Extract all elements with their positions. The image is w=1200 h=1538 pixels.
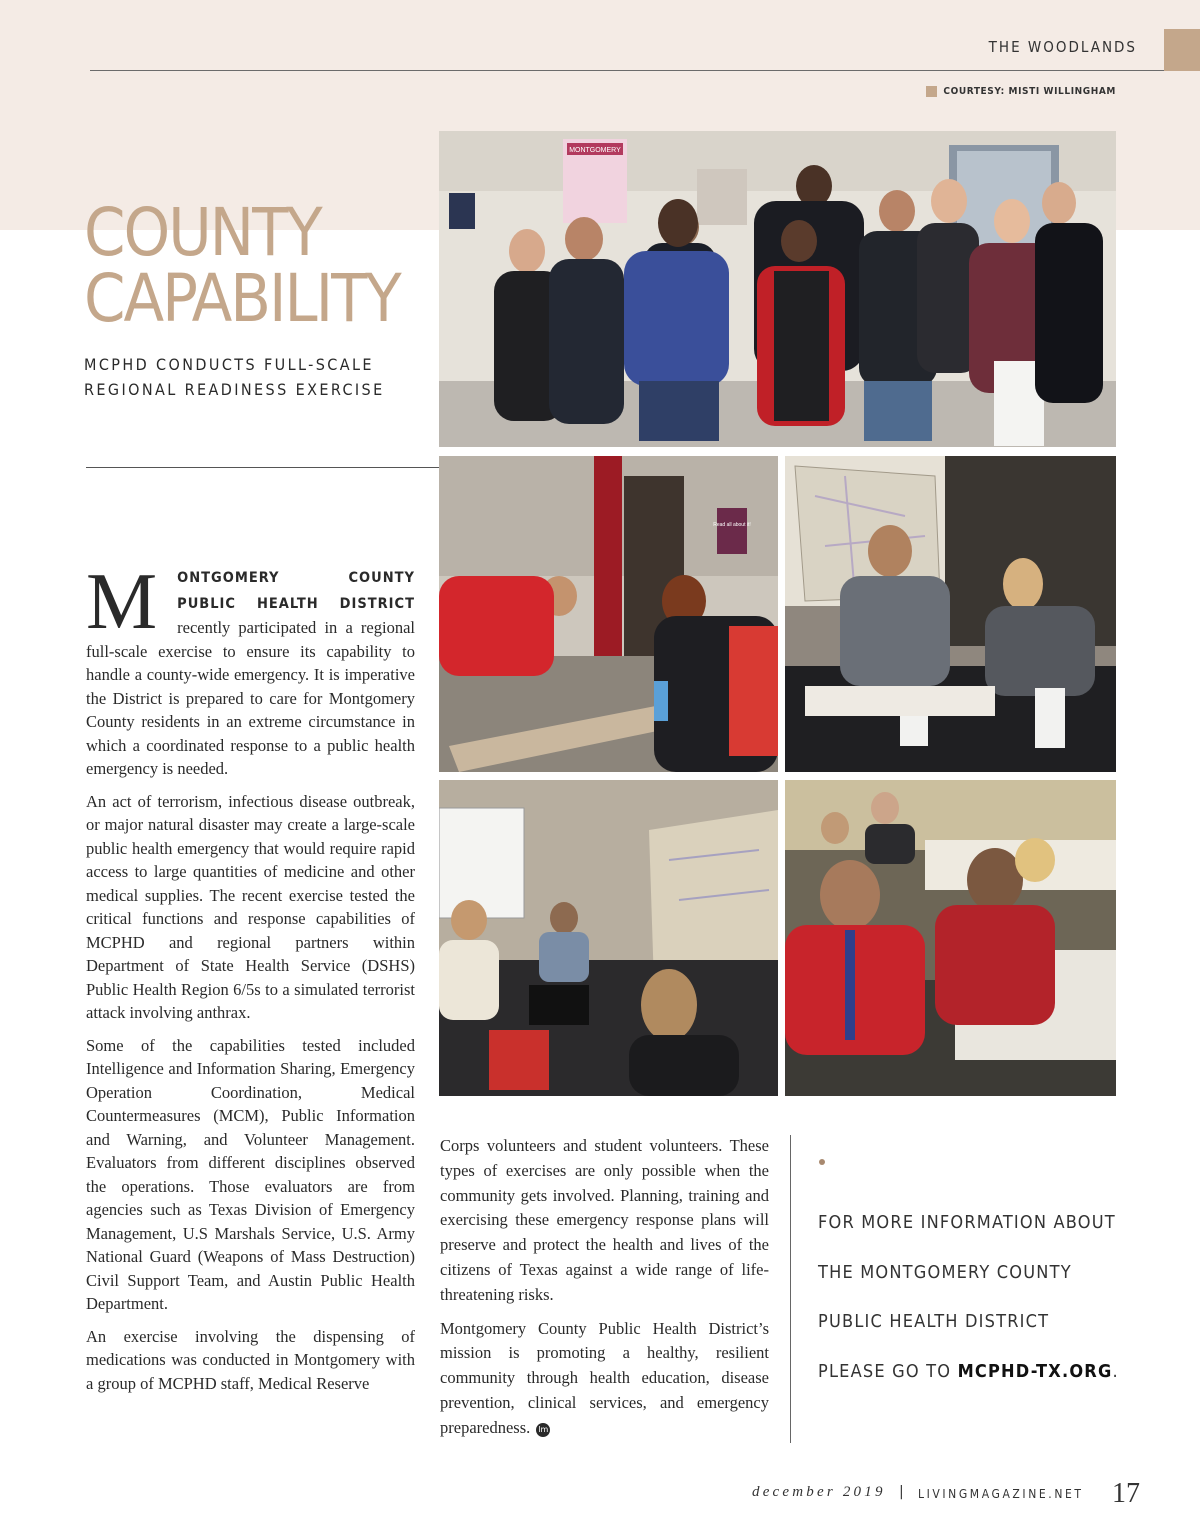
info-line-3: PUBLIC HEALTH DISTRICT	[818, 1311, 1050, 1332]
section-tab	[1164, 29, 1200, 71]
article-body-column-1	[86, 558, 415, 1404]
credit-square-icon	[926, 86, 937, 97]
magazine-website[interactable]: LIVINGMAGAZINE.NET	[918, 1487, 1084, 1501]
page-number: 17	[1112, 1478, 1140, 1509]
paragraph-2: An act of terrorism, infectious disease outbreak, or major natural disaster may create a large-scale public health emergency that would require rapid access to large quantities of medicine and other medical supplies. The recent exercise tested the critical functions and response capabilities of MCPHD and regional partners within Department of State Health Service (DSHS) Public Health Region 6/5s to a simulated terrorist attack involving anthrax.	[86, 791, 415, 1022]
info-line-2: THE MONTGOMERY COUNTY	[818, 1261, 1072, 1283]
issue-date: december 2019	[752, 1484, 886, 1500]
map-room-photo	[785, 456, 1116, 772]
paragraph-3: Some of the capabilities tested included Intelligence and Information Sharing, Emergency Operation Coordination, Medical Countermeasures (MCM), Public Information and Warning, and Volunteer Management. Evaluators from different disciplines observed the operations. Those evaluators are from agencies such as Texas Division of Emergency Management, U.S Marshals Service, U.S. Army National Guard (Weapons of Mass Destruction) Civil Support Team, and Austin Public Health Department.	[86, 1035, 415, 1313]
info-line-4	[818, 1347, 1138, 1397]
drop-cap: M	[86, 558, 158, 646]
paragraph-5: Corps volunteers and student volunteers. These types of exercises are only possible when the community gets involved. Planning, training and exercising these emergency response plans will preserve and protect the health and lives of the citizens of Texas against a wide range of life-threatening risks.	[440, 1136, 769, 1304]
more-info-box	[818, 1198, 1138, 1396]
living-magazine-end-icon: lm	[536, 1423, 550, 1437]
website-link[interactable]: MCPHD-TX.ORG	[957, 1360, 1113, 1382]
title-line-2: CAPABILITY	[84, 260, 400, 337]
info-line-4-prefix: PLEASE GO TO	[818, 1360, 958, 1382]
group-photo	[439, 131, 1116, 447]
lead-in: ONTGOMERY COUNTY PUBLIC HEALTH DISTRICT	[177, 570, 415, 612]
info-line-1: FOR MORE INFORMATION ABOUT	[818, 1212, 1116, 1233]
montgomery-sign: MONTGOMERY	[569, 147, 621, 154]
article-body-column-2	[440, 1134, 769, 1450]
bullet-dot-icon	[819, 1159, 825, 1165]
info-line-4-suffix: .	[1112, 1360, 1119, 1382]
paragraph-6-text: Montgomery County Public Health District’s mission is promoting a healthy, resilient community through health education, disease prevention, clinical services, and emergency preparedness.	[440, 1318, 769, 1437]
paragraph-6	[440, 1317, 769, 1441]
paragraph-1-text: recently participated in a regional full-scale exercise to ensure its capability to handle a county-wide emergency. It is imperative the District is prepared to care for Montgomery County residents in an extreme circumstance in which a coordinated response to a public health emergency is needed.	[86, 618, 415, 778]
paragraph-4: An exercise involving the dispensing of medications was conducted in Montgomery with a group of MCPHD staff, Medical Reserve	[86, 1326, 415, 1393]
paragraph-1	[86, 558, 415, 781]
footer-separator: |	[899, 1484, 904, 1500]
subtitle-line-2: REGIONAL READINESS EXERCISE	[84, 380, 385, 399]
photo-credit	[926, 86, 1116, 97]
article-subtitle	[84, 352, 385, 402]
dispensing-room-photo	[785, 780, 1116, 1096]
title-line-1: COUNTY	[84, 194, 321, 271]
photo-credit-text: COURTESY: MISTI WILLINGHAM	[943, 86, 1116, 97]
article-title	[84, 194, 400, 337]
laptop-meeting-photo	[439, 780, 778, 1096]
read-all-about-it-poster: Read all about it!	[713, 522, 751, 528]
section-title: THE WOODLANDS	[988, 38, 1137, 56]
header-rule	[90, 70, 1164, 71]
info-divider	[790, 1135, 791, 1443]
subtitle-line-1: MCPHD CONDUCTS FULL-SCALE	[84, 355, 374, 374]
sign-in-table-photo	[439, 456, 778, 772]
title-rule	[86, 467, 444, 468]
